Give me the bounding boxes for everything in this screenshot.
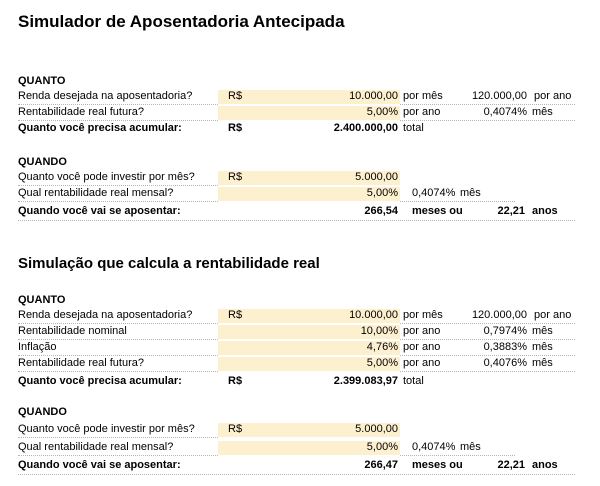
rent-mensal-value[interactable]: 5,00% <box>366 187 398 199</box>
acumular-value: 2.400.000,00 <box>333 122 398 134</box>
row-underline <box>18 206 575 221</box>
real-unit: por ano <box>403 357 441 369</box>
quando-header: QUANDO <box>18 406 67 418</box>
nominal-monthly-value: 0,7974% <box>483 325 527 337</box>
anos-unit: anos <box>532 459 558 471</box>
currency-label: R$ <box>228 309 243 321</box>
rent-mensal-monthly: 0,4074% <box>412 441 456 453</box>
quando-header: QUANDO <box>18 156 67 168</box>
currency-label: R$ <box>228 375 243 387</box>
rent-label: Rentabilidade real futura? <box>18 106 144 118</box>
rent-mensal-unit: mês <box>460 441 481 453</box>
acumular-label: Quanto você precisa acumular: <box>18 375 182 387</box>
real-monthly-value: 0,4076% <box>483 357 527 369</box>
meses-value: 266,54 <box>364 205 398 217</box>
real-label: Rentabilidade real futura? <box>18 357 144 369</box>
aposentar-label: Quando você vai se aposentar: <box>18 459 181 471</box>
rent-value[interactable]: 5,00% <box>366 106 398 118</box>
currency-label: R$ <box>228 122 243 134</box>
acumular-unit: total <box>403 122 424 134</box>
rent-unit: por ano <box>403 106 441 118</box>
renda-unit: por mês <box>403 309 443 321</box>
nominal-unit: por ano <box>403 325 441 337</box>
rent-mensal-monthly: 0,4074% <box>412 187 456 199</box>
rent-mensal-label: Qual rentabilidade real mensal? <box>18 187 174 199</box>
renda-annual-value: 120.000,00 <box>471 309 527 321</box>
rent-mensal-unit: mês <box>460 187 481 199</box>
page-title: Simulador de Aposentadoria Antecipada <box>18 12 345 31</box>
rent-mensal-label: Qual rentabilidade real mensal? <box>18 441 174 453</box>
quanto-header: QUANTO <box>18 294 66 306</box>
investir-label: Quanto você pode investir por mês? <box>18 171 195 183</box>
real-monthly-unit: mês <box>532 357 553 369</box>
acumular-unit: total <box>403 375 424 387</box>
nominal-monthly-unit: mês <box>532 325 553 337</box>
renda-unit: por mês <box>403 90 443 102</box>
inflacao-label: Inflação <box>18 341 57 353</box>
section-title: Simulação que calcula a rentabilidade real <box>18 255 320 272</box>
nominal-value[interactable]: 10,00% <box>360 325 398 337</box>
quanto-header: QUANTO <box>18 75 66 87</box>
rent-monthly-unit: mês <box>532 106 553 118</box>
real-value[interactable]: 5,00% <box>366 357 398 369</box>
renda-annual-unit: por ano <box>534 90 572 102</box>
acumular-label: Quanto você precisa acumular: <box>18 122 182 134</box>
inflacao-monthly-value: 0,3883% <box>483 341 527 353</box>
meses-unit: meses ou <box>412 205 463 217</box>
aposentar-label: Quando você vai se aposentar: <box>18 205 181 217</box>
acumular-value: 2.399.083,97 <box>333 375 398 387</box>
rent-mensal-value[interactable]: 5,00% <box>366 441 398 453</box>
renda-value[interactable]: 10.000,00 <box>349 90 398 102</box>
currency-label: R$ <box>228 90 243 102</box>
renda-annual-unit: por ano <box>534 309 572 321</box>
anos-value: 22,21 <box>497 459 525 471</box>
renda-label: Renda desejada na aposentadoria? <box>18 90 193 102</box>
renda-label: Renda desejada na aposentadoria? <box>18 309 193 321</box>
investir-label: Quanto você pode investir por mês? <box>18 423 195 435</box>
investir-value[interactable]: 5.000,00 <box>355 171 398 183</box>
inflacao-value[interactable]: 4,76% <box>366 341 398 353</box>
meses-value: 266,47 <box>364 459 398 471</box>
nominal-label: Rentabilidade nominal <box>18 325 127 337</box>
anos-value: 22,21 <box>497 205 525 217</box>
anos-unit: anos <box>532 205 558 217</box>
inflacao-monthly-unit: mês <box>532 341 553 353</box>
row-underline <box>18 460 575 475</box>
inflacao-unit: por ano <box>403 341 441 353</box>
currency-label: R$ <box>228 423 243 435</box>
meses-unit: meses ou <box>412 459 463 471</box>
investir-value[interactable]: 5.000,00 <box>355 423 398 435</box>
renda-annual-value: 120.000,00 <box>471 90 527 102</box>
renda-value[interactable]: 10.000,00 <box>349 309 398 321</box>
rent-monthly-value: 0,4074% <box>483 106 527 118</box>
currency-label: R$ <box>228 171 243 183</box>
